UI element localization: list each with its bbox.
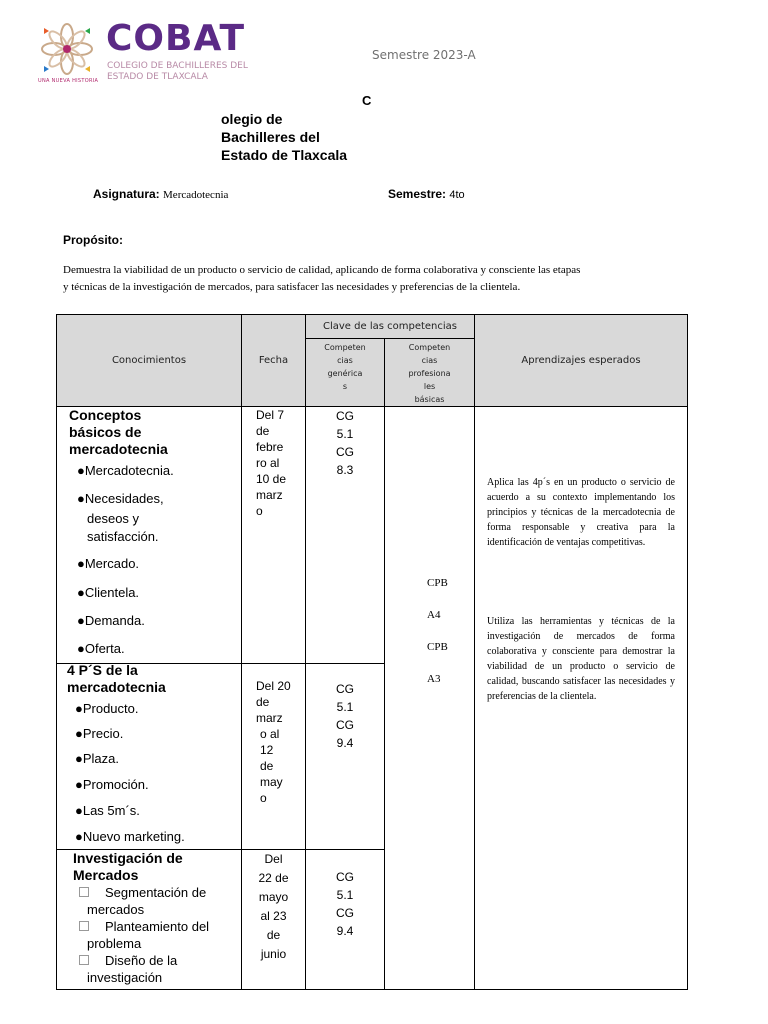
list-item-text: problema [87,936,142,951]
cg-line: 9.4 [336,924,354,938]
header-text: cias [421,356,438,365]
semestre-value: 4to [449,189,465,201]
fecha-line: Del 20 [256,679,291,693]
cg-line: 5.1 [336,700,354,714]
fecha-cell [242,407,306,664]
cpb-line: A3 [427,673,441,685]
title-line: olegio de [221,111,283,127]
title-line: Estado de Tlaxcala [221,147,348,163]
list-item-text: Planteamiento del [105,919,210,934]
fecha-line: junio [260,947,287,961]
cg-line: 9.4 [336,736,354,750]
header-text: Competen [324,343,366,352]
fecha-line: de [256,424,270,438]
logo-subtitle-line: ESTADO DE TLAXCALA [107,72,208,82]
aprendizajes-cell [475,407,688,990]
cobat-logo-icon [40,22,94,76]
header-conocimientos: Conocimientos [57,315,242,407]
fecha-line: Del 7 [256,408,285,422]
fecha-cell [242,664,306,850]
cpb-cell [385,407,475,990]
aprendizaje-text: Utiliza las herramientas y técnicas de la investigación de mercados de forma colaborativa y consciente para demostrar la viabilidad de un producto o servicio de calidad, buscando satisfacer las necesidades y preferencias de la clientela. [487,616,675,702]
section-4ps [57,664,242,850]
checkbox-icon [79,955,89,965]
proposito-heading: Propósito: [63,233,123,247]
checkbox-icon [79,921,89,931]
cpb-line: A4 [427,609,441,621]
proposito-text [63,262,673,296]
fecha-line: o [256,504,263,518]
list-item: ●Producto. [75,701,139,716]
aprendizaje-text: Aplica las 4p´s en un producto o servicio de acuerdo a su contexto implementando los principios y técnicas de la mercadotecnia de forma responsable y creativa para la identificación de ventajas competitivas. [487,477,675,548]
section-conceptos [57,407,242,664]
competencias-table [56,314,688,990]
proposito-line: Demuestra la viabilidad de un producto o servicio de calidad, aplicando de forma colaborativa y consciente las etapas [63,264,581,276]
section-title [67,662,241,696]
asignatura-value: Mercadotecnia [163,189,229,201]
cg-line: CG [336,718,354,732]
fecha-line: o al [260,727,280,741]
title-line: mercadotecnia [67,679,166,695]
title-letter: C [362,93,372,108]
asignatura-label: Asignatura: [93,187,160,201]
header-text: genérica [327,369,363,378]
title-line: Investigación de [73,850,183,866]
title-line: Conceptos [69,407,142,423]
fecha-line: 22 de [258,871,289,885]
list-item: ●Mercadotecnia. [77,463,174,478]
section-investigacion [57,850,242,990]
checkbox-icon [79,887,89,897]
list-item-text: Diseño de la [105,953,178,968]
fecha-line: de [260,759,274,773]
section-title [73,850,241,884]
semestre-label: Semestre: [388,187,447,201]
list-item: ●Nuevo marketing. [75,829,185,844]
list-item: satisfacción. [87,529,159,544]
header-text: cias [337,356,353,365]
title-line: Mercados [73,867,139,883]
cg-line: CG [336,409,354,423]
list-item-text: investigación [87,970,163,985]
fecha-line: mayo [258,890,289,904]
title-line: mercadotecnia [69,441,168,457]
cg-line: CG [336,445,354,459]
header-text: Competen [408,343,451,352]
cg-line: CG [336,682,354,696]
fecha-line: marz [256,488,283,502]
cg-line: CG [336,906,354,920]
section-title [69,407,241,458]
cg-line: 5.1 [336,888,354,902]
logo-subtitle [107,61,267,83]
list-item: ●Promoción. [75,777,149,792]
fecha-line: febre [256,440,284,454]
list-item: ●Las 5m´s. [75,803,140,818]
logo-subtitle-line: COLEGIO DE BACHILLERES DEL [107,61,248,71]
logo-wordmark: COBAT [106,18,246,59]
header-genericas [306,339,385,407]
cg-cell [306,850,385,990]
list-item: ●Clientela. [77,585,140,600]
fecha-line: marz [256,711,283,725]
fecha-line: ro al [256,456,280,470]
cg-cell [306,664,385,850]
list-item: ●Precio. [75,726,124,741]
header-clave: Clave de las competencias [306,315,475,339]
cg-cell [306,407,385,664]
fecha-line: 12 [260,743,274,757]
title-line: 4 P´S de la [67,662,138,678]
header-text: profesiona [408,369,451,378]
list-item: deseos y [87,511,140,526]
page-title [221,110,347,164]
title-line: Bachilleres del [221,129,320,145]
fecha-line: de [256,695,270,709]
list-item [79,884,241,901]
list-item: ●Necesidades, [77,491,164,506]
fecha-line: Del [264,852,283,866]
logo-tagline: UNA NUEVA HISTORIA [38,78,99,84]
header-fecha: Fecha [242,315,306,407]
cpb-line: CPB [427,577,448,589]
header-aprendizajes: Aprendizajes esperados [475,315,688,407]
header-text: básicas [414,395,445,404]
semester-header: Semestre 2023-A [372,48,476,62]
title-line: básicos de [69,424,142,440]
list-item [79,918,241,935]
list-item-text: mercados [87,902,145,917]
fecha-cell [242,850,306,990]
list-item: ●Plaza. [75,751,119,766]
asignatura-field [93,187,228,201]
header-profesionales [385,339,475,407]
header-text: s [342,382,348,391]
proposito-line: y técnicas de la investigación de mercados, para satisfacer las necesidades y preferencias de la clientela. [63,281,521,293]
fecha-line: 10 de [256,472,287,486]
list-item: ●Oferta. [77,641,125,656]
list-item: ●Mercado. [77,556,140,571]
cpb-line: CPB [427,641,448,653]
cg-line: CG [336,870,354,884]
semestre-field [388,187,465,201]
cg-line: 8.3 [336,463,354,477]
fecha-line: al 23 [260,909,287,923]
list-item-text: Segmentación de [105,885,207,900]
header-text: les [423,382,436,391]
fecha-line: o [260,791,267,805]
fecha-line: de [266,928,281,942]
list-item [79,952,241,969]
fecha-line: may [260,775,283,789]
list-item: ●Demanda. [77,613,145,628]
cg-line: 5.1 [336,427,354,441]
